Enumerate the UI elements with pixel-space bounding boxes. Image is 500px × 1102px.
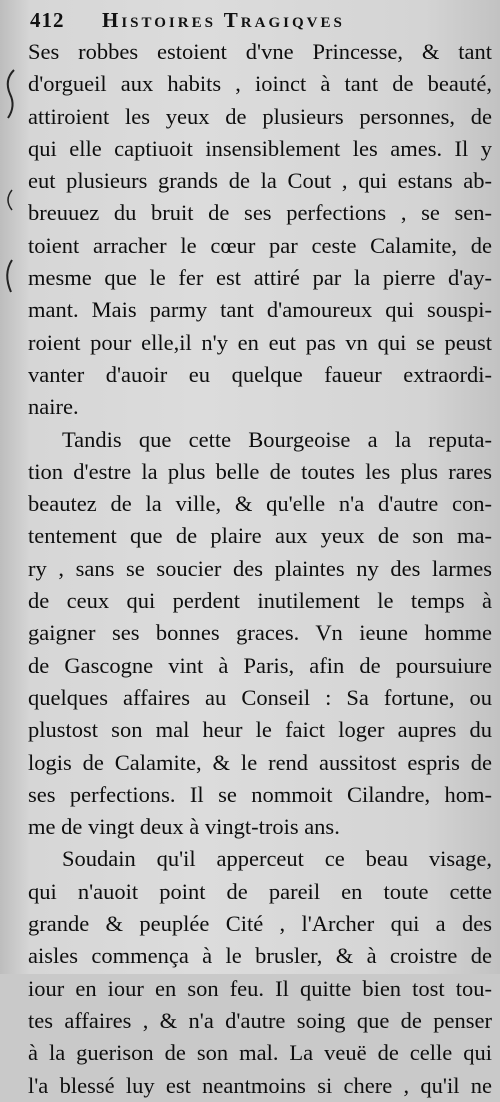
text-line: gaigner ses bonnes graces. Vn ieune homme xyxy=(28,620,492,646)
text-line: l'a blessé luy est neantmoins si chere , qu'il ne xyxy=(28,1072,492,1098)
running-title: Histoires Tragiqves xyxy=(102,8,345,32)
text-line: naire. xyxy=(28,394,79,420)
text-line: de Gascogne vint à Paris, afin de poursuiure xyxy=(28,652,492,678)
text-line: Ses robbes estoient d'vne Princesse, & tant xyxy=(28,39,492,64)
text-line: à la guerison de son mal. La veuë de celle qui xyxy=(28,1040,492,1066)
text-line: d'orgueil aux habits , ioinct à tant de beauté, xyxy=(28,71,492,97)
text-line: qui n'auoit point de pareil en toute cette xyxy=(28,878,492,904)
text-line: logis de Calamite, & le rend aussitost espris de xyxy=(28,749,492,775)
text-line: vanter d'auoir eu quelque faueur extraordi- xyxy=(28,361,492,387)
text-line: beautez de la ville, & qu'elle n'a d'autre con- xyxy=(28,491,492,517)
text-line: quelques affaires au Conseil : Sa fortune, ou xyxy=(28,684,492,710)
text-line: me de vingt deux à vingt-trois ans. xyxy=(28,814,340,840)
text-line: grande & peuplée Cité , l'Archer qui a des xyxy=(28,911,492,937)
text-line: roient pour elle,il n'y en eut pas vn qui se peust xyxy=(28,329,492,355)
page-number: 412 xyxy=(30,8,65,32)
text-line: tes affaires , & n'a d'autre soing que de penser xyxy=(28,1007,492,1033)
text-line: iour en iour en son feu. Il quitte bien tost tou- xyxy=(28,975,492,1001)
text-line: qui elle captiuoit insensiblement les ames. Il y xyxy=(28,135,492,161)
paragraph-first-line: Tandis que cette Bourgeoise a la reputa- xyxy=(62,426,492,452)
text-line: mesme que le fer est attiré par la pierre d'ay- xyxy=(28,265,492,291)
text-line: breuuez du bruit de ses perfections , se sen- xyxy=(28,200,492,226)
text-line: ry , sans se soucier des plaintes ny des larmes xyxy=(28,555,492,581)
paragraph-first-line: Soudain qu'il apperceut ce beau visage, xyxy=(62,846,492,872)
text-line: eut plusieurs grands de la Cout , qui estans ab- xyxy=(28,168,492,194)
text-line: aisles commença à le brusler, & à croistre de xyxy=(28,943,492,969)
page-header xyxy=(30,8,486,36)
text-line: ses perfections. Il se nommoit Cilandre, hom- xyxy=(28,781,492,807)
text-line: mant. Mais parmy tant d'amoureux qui souspi- xyxy=(28,297,492,323)
text-line: de ceux qui perdent inutilement le temps à xyxy=(28,588,492,614)
text-line: attiroient les yeux de plusieurs personnes, de xyxy=(28,103,492,129)
text-line: plustost son mal heur le faict loger aupres du xyxy=(28,717,492,743)
body-text xyxy=(28,36,492,1102)
text-line: toient arracher le cœur par ceste Calamite, de xyxy=(28,232,492,258)
margin-bracket-marks xyxy=(0,60,20,320)
text-line: tentement que de plaire aux yeux de son ma- xyxy=(28,523,492,549)
text-line: tion d'estre la plus belle de toutes les plus rares xyxy=(28,458,492,484)
